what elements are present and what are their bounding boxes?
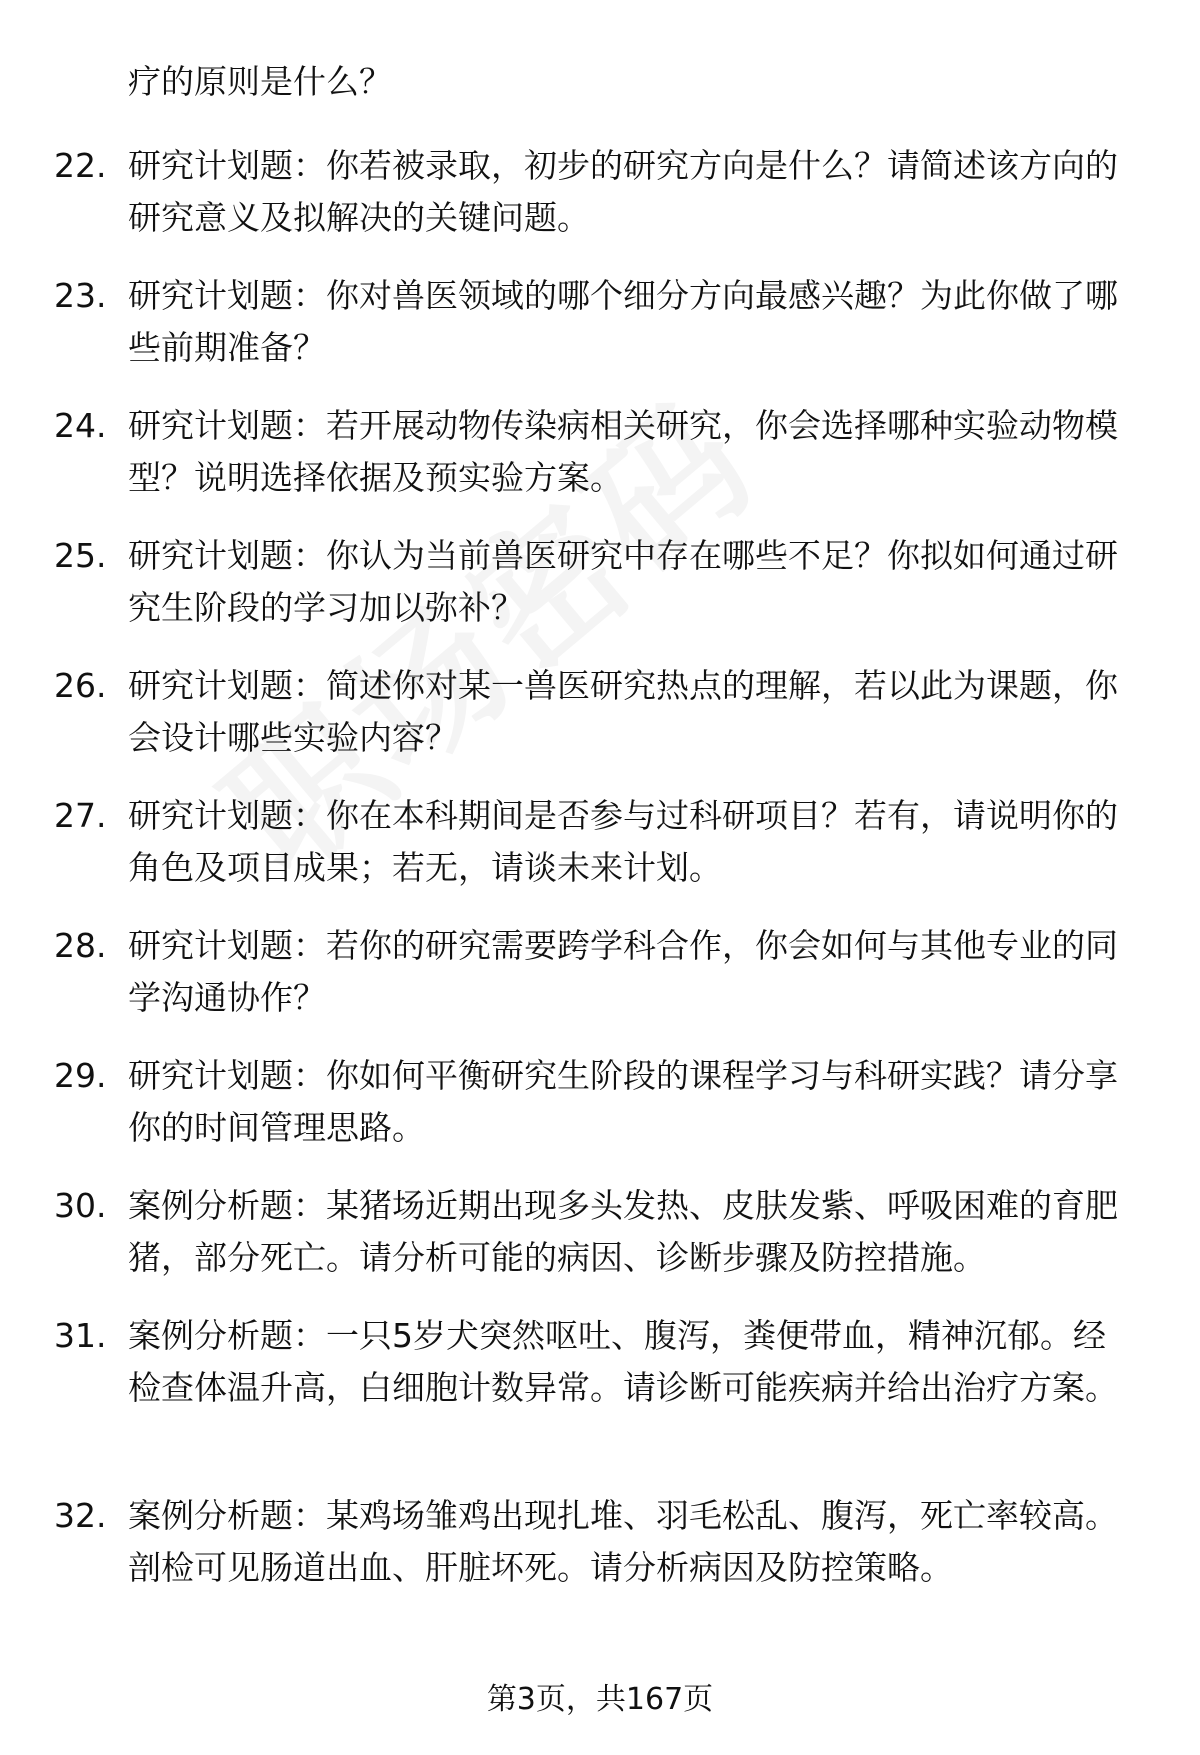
question-item (0, 1180, 1200, 1310)
question-number: 28. (54, 926, 107, 965)
question-text: 研究计划题：你认为当前兽医研究中存在哪些不足？你拟如何通过研究生阶段的学习加以弥补？ (128, 536, 1118, 627)
question-item (0, 140, 1200, 270)
question-text: 研究计划题：你在本科期间是否参与过科研项目？若有，请说明你的角色及项目成果；若无，请谈未来计划。 (128, 796, 1118, 887)
question-text: 案例分析题：某鸡场雏鸡出现扎堆、羽毛松乱、腹泻，死亡率较高。剖检可见肠道出血、肝脏坏死。请分析病因及防控策略。 (128, 1496, 1118, 1587)
question-number: 24. (54, 406, 107, 445)
question-text: 研究计划题：简述你对某一兽医研究热点的理解，若以此为课题，你会设计哪些实验内容？ (128, 666, 1118, 757)
question-text: 研究计划题：你若被录取，初步的研究方向是什么？请简述该方向的研究意义及拟解决的关键问题。 (128, 146, 1118, 237)
question-number: 31. (54, 1316, 107, 1355)
page-footer: 第3页，共167页 (486, 1682, 714, 1717)
question-text: 研究计划题：你如何平衡研究生阶段的课程学习与科研实践？请分享你的时间管理思路。 (128, 1056, 1118, 1147)
continuation-text: 疗的原则是什么？ (128, 62, 392, 101)
question-text: 研究计划题：若你的研究需要跨学科合作，你会如何与其他专业的同学沟通协作？ (128, 926, 1118, 1017)
question-item (0, 1310, 1200, 1490)
question-list (0, 140, 1200, 1620)
question-item (0, 920, 1200, 1050)
question-item (0, 270, 1200, 400)
question-number: 25. (54, 536, 107, 575)
question-number: 27. (54, 796, 107, 835)
question-item (0, 790, 1200, 920)
question-number: 30. (54, 1186, 107, 1225)
question-number: 22. (54, 146, 107, 185)
question-item (0, 400, 1200, 530)
question-item (0, 1050, 1200, 1180)
question-text: 研究计划题：若开展动物传染病相关研究，你会选择哪种实验动物模型？说明选择依据及预实验方案。 (128, 406, 1118, 497)
question-number: 32. (54, 1496, 107, 1535)
question-item (0, 1490, 1200, 1620)
question-text: 研究计划题：你对兽医领域的哪个细分方向最感兴趣？为此你做了哪些前期准备？ (128, 276, 1118, 367)
question-text: 案例分析题：某猪场近期出现多头发热、皮肤发紫、呼吸困难的育肥猪，部分死亡。请分析可能的病因、诊断步骤及防控措施。 (128, 1186, 1118, 1277)
question-item (0, 660, 1200, 790)
question-item (0, 530, 1200, 660)
question-text: 案例分析题：一只5岁犬突然呕吐、腹泻，粪便带血，精神沉郁。经检查体温升高，白细胞计数异常。请诊断可能疾病并给出治疗方案。 (128, 1316, 1118, 1407)
question-number: 23. (54, 276, 107, 315)
question-number: 29. (54, 1056, 107, 1095)
question-number: 26. (54, 666, 107, 705)
